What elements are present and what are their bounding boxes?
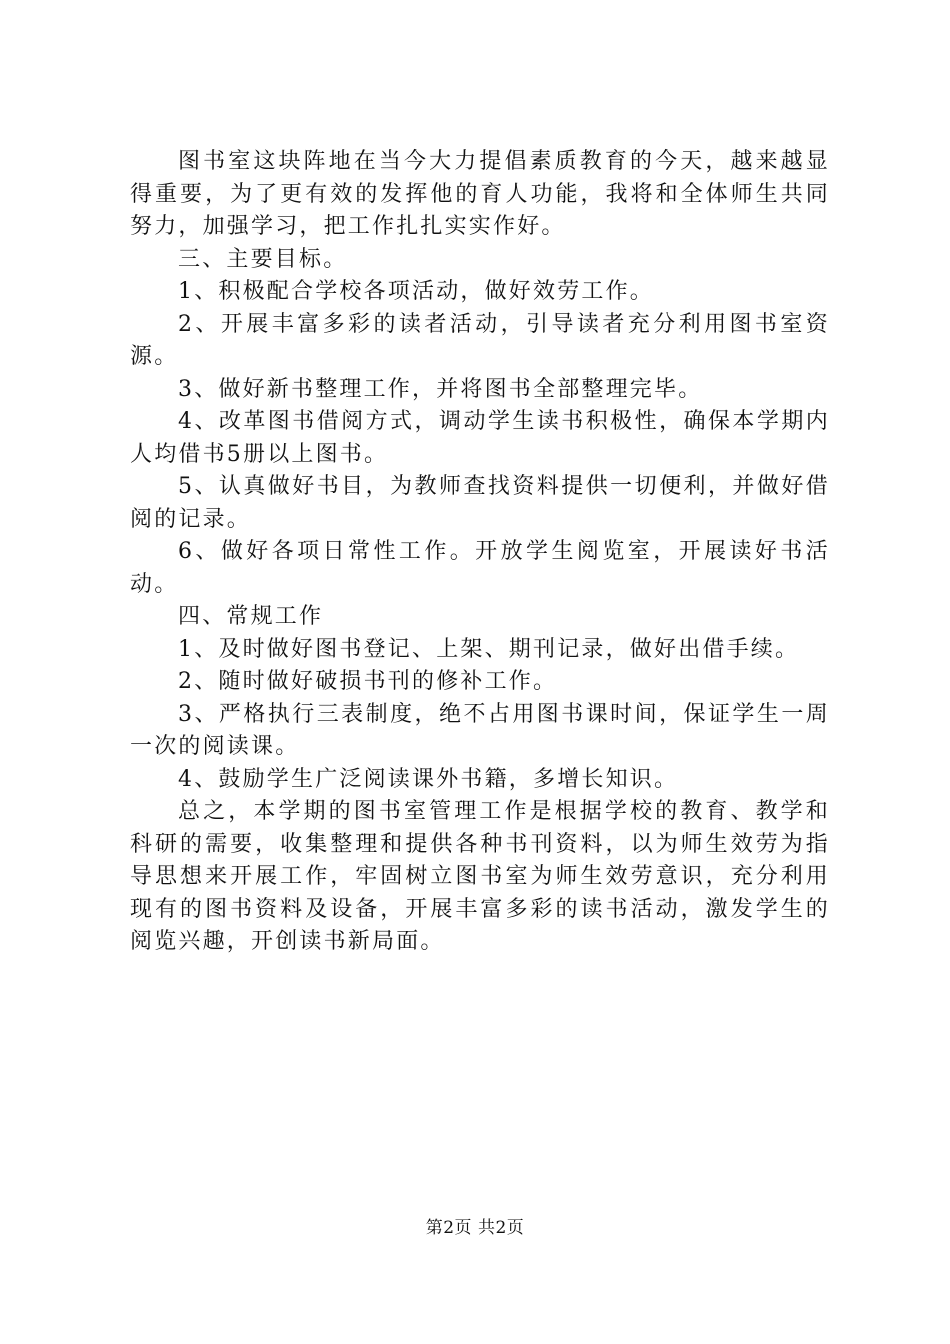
- goal-item-4: 4、改革图书借阅方式，调动学生读书积极性，确保本学期内人均借书5册以上图书。: [130, 409, 830, 467]
- page-footer: 第2页 共2页: [425, 1218, 525, 1238]
- heading-routine-work: 四、常规工作: [178, 604, 324, 629]
- goal-item-6: 6、做好各项日常性工作。开放学生阅览室，开展读好书活动。: [130, 539, 830, 597]
- routine-item-2: 2、随时做好破损书刊的修补工作。: [178, 669, 558, 694]
- heading-main-goals: 三、主要目标。: [178, 246, 348, 272]
- paragraph-conclusion: 总之，本学期的图书室管理工作是根据学校的教育、教学和科研的需要，收集整理和提供各种书刊资料，以为师生效劳为指导思想来开展工作，牢固树立图书室为师生效劳意识，充分利用现有的图书资料及设备，开展丰富多彩的读书活动，激发学生的阅览兴趣，开创读书新局面。: [130, 799, 830, 954]
- routine-item-1: 1、及时做好图书登记、上架、期刊记录，做好出借手续。: [178, 636, 800, 662]
- goal-item-5: 5、认真做好书目，为教师查找资料提供一切便利，并做好借阅的记录。: [130, 474, 830, 532]
- routine-item-3: 3、严格执行三表制度，绝不占用图书课时间，保证学生一周一次的阅读课。: [130, 701, 830, 759]
- goal-item-2: 2、开展丰富多彩的读者活动，引导读者充分利用图书室资源。: [130, 311, 830, 369]
- routine-item-4: 4、鼓励学生广泛阅读课外书籍，多增长知识。: [178, 766, 679, 792]
- goal-item-1: 1、积极配合学校各项活动，做好效劳工作。: [178, 279, 654, 304]
- paragraph-intro: 图书室这块阵地在当今大力提倡素质教育的今天，越来越显得重要，为了更有效的发挥他的育人功能，我将和全体师生共同努力，加强学习，把工作扎扎实实作好。: [130, 149, 830, 239]
- document-body: [130, 146, 830, 959]
- goal-item-3: 3、做好新书整理工作，并将图书全部整理完毕。: [178, 376, 703, 402]
